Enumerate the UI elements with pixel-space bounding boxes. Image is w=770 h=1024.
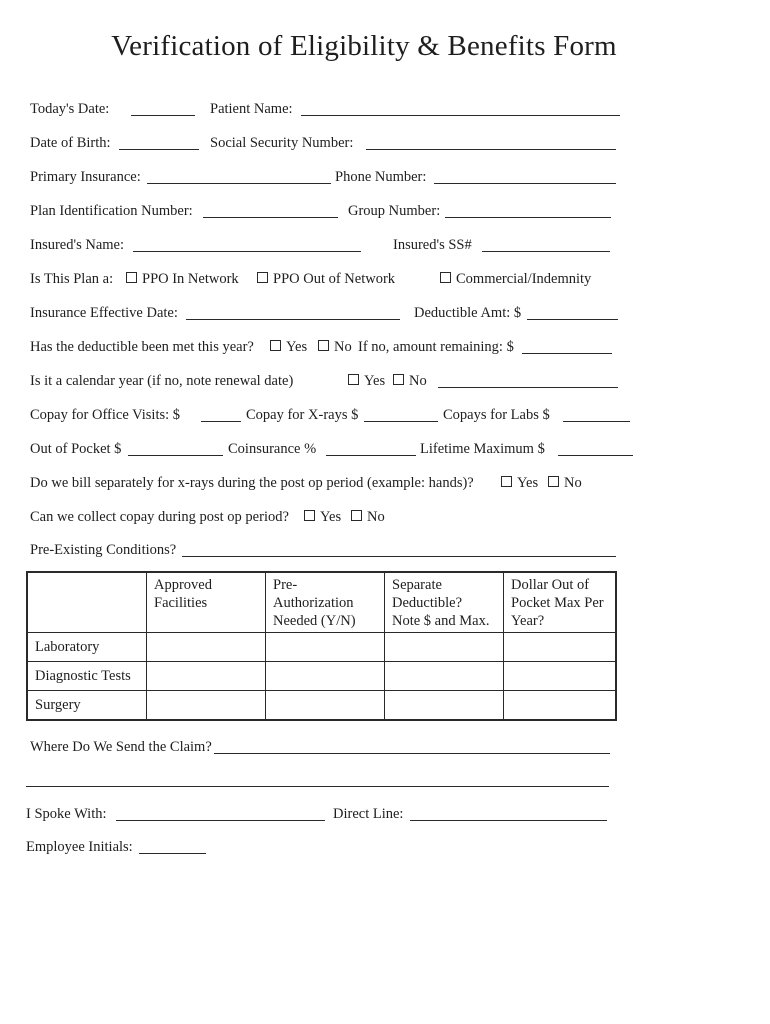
header-line: Needed (Y/N) [273,613,356,629]
yes-label: Yes [286,339,308,355]
row-out-of-pocket [0,439,770,463]
table-header-dollar-out-of-pocket [504,572,617,633]
send-claim-label: Where Do We Send the Claim? [30,739,212,755]
calendar-year-no-checkbox[interactable] [393,374,404,385]
header-line: Approved [154,577,212,593]
plan-id-label: Plan Identification Number: [30,203,193,219]
bill-xrays-yes[interactable] [501,473,538,493]
calendar-year-yes[interactable] [348,371,385,391]
copay-office-field[interactable] [201,405,241,422]
ppo-out-network-checkbox[interactable] [257,272,268,283]
send-claim-field[interactable] [214,737,610,754]
spoke-with-label: I Spoke With: [26,806,107,822]
row-plan-type [0,269,770,293]
row-label-laboratory: Laboratory [27,633,147,662]
table-row [27,662,616,691]
row-copays [0,405,770,429]
bill-xrays-yes-checkbox[interactable] [501,476,512,487]
table-cell[interactable] [266,691,385,721]
group-number-label: Group Number: [348,203,441,219]
no-label: No [564,475,582,491]
table-cell[interactable] [504,662,617,691]
row-dob-ssn [0,133,770,157]
plan-type-label: Is This Plan a: [30,271,114,287]
phone-number-field[interactable] [434,167,616,184]
copays-labs-field[interactable] [563,405,630,422]
coinsurance-field[interactable] [326,439,416,456]
table-header-separate-deductible [385,572,504,633]
effective-date-label: Insurance Effective Date: [30,305,178,321]
table-cell[interactable] [147,691,266,721]
ppo-in-network-label: PPO In Network [142,271,239,287]
header-line: Separate [392,577,442,593]
send-claim-field-line-2[interactable] [26,770,609,787]
row-insurance-phone [0,167,770,191]
phone-number-label: Phone Number: [335,169,427,185]
insured-ss-label: Insured's SS# [393,237,472,253]
row-deductible-met [0,337,770,361]
patient-name-field[interactable] [301,99,620,116]
row-employee-initials [0,837,770,861]
table-row [27,633,616,662]
amount-remaining-label: If no, amount remaining: $ [358,339,514,355]
row-label-surgery: Surgery [27,691,147,721]
row-date-patient [0,99,770,123]
header-line: Dollar Out of [511,577,590,593]
calendar-year-yes-checkbox[interactable] [348,374,359,385]
yes-label: Yes [364,373,386,389]
out-of-pocket-label: Out of Pocket $ [30,441,122,457]
collect-copay-yes[interactable] [304,507,341,527]
bill-xrays-label: Do we bill separately for x-rays during the post op period (example: hands)? [30,475,474,491]
header-line: Deductible? [392,595,463,611]
spoke-with-field[interactable] [116,804,325,821]
employee-initials-label: Employee Initials: [26,839,133,855]
table-header-row [27,572,616,633]
table-cell[interactable] [266,633,385,662]
header-line: Authorization [273,595,354,611]
benefits-table [26,571,617,721]
employee-initials-field[interactable] [139,837,206,854]
amount-remaining-field[interactable] [522,337,612,354]
renewal-date-field[interactable] [438,371,618,388]
todays-date-field[interactable] [131,99,195,116]
deductible-met-yes-checkbox[interactable] [270,340,281,351]
copay-xrays-field[interactable] [364,405,438,422]
row-collect-copay [0,507,770,531]
ppo-out-network-label: PPO Out of Network [273,271,396,287]
ppo-in-network-option[interactable] [126,269,239,289]
lifetime-max-label: Lifetime Maximum $ [420,441,545,457]
group-number-field[interactable] [445,201,611,218]
calendar-year-label: Is it a calendar year (if no, note renewal date) [30,373,294,389]
insured-ss-field[interactable] [482,235,610,252]
ppo-in-network-checkbox[interactable] [126,272,137,283]
table-cell[interactable] [385,691,504,721]
row-pre-existing [0,540,770,564]
row-bill-xrays [0,473,770,497]
header-line: Pre- [273,577,298,593]
copay-office-label: Copay for Office Visits: $ [30,407,181,423]
row-send-claim-continued [0,770,770,794]
commercial-option[interactable] [440,269,591,289]
yes-label: Yes [517,475,539,491]
collect-copay-no[interactable] [351,507,385,527]
table-cell[interactable] [504,633,617,662]
commercial-checkbox[interactable] [440,272,451,283]
deductible-met-yes[interactable] [270,337,307,357]
row-spoke-with [0,804,770,828]
table-cell[interactable] [266,662,385,691]
header-line: Facilities [154,595,208,611]
header-line: Year? [511,613,545,629]
out-of-pocket-field[interactable] [128,439,223,456]
no-label: No [334,339,352,355]
header-line: Note $ and Max. [392,613,490,629]
todays-date-label: Today's Date: [30,101,110,117]
ssn-label: Social Security Number: [210,135,354,151]
insured-name-label: Insured's Name: [30,237,125,253]
no-label: No [367,509,385,525]
table-cell[interactable] [147,662,266,691]
row-label-diagnostic-tests: Diagnostic Tests [27,662,147,691]
effective-date-field[interactable] [186,303,400,320]
collect-copay-yes-checkbox[interactable] [304,510,315,521]
table-cell[interactable] [504,691,617,721]
row-plan-group [0,201,770,225]
row-send-claim [0,737,770,761]
yes-label: Yes [320,509,342,525]
deductible-met-label: Has the deductible been met this year? [30,339,254,355]
direct-line-label: Direct Line: [333,806,404,822]
table-header-pre-authorization [266,572,385,633]
calendar-year-no[interactable] [393,371,427,391]
deductible-amt-label: Deductible Amt: $ [414,305,522,321]
row-effective-deductible [0,303,770,327]
coinsurance-label: Coinsurance % [228,441,317,457]
copays-labs-label: Copays for Labs $ [443,407,550,423]
date-of-birth-field[interactable] [119,133,199,150]
row-calendar-year [0,371,770,395]
row-insured [0,235,770,259]
table-cell[interactable] [385,633,504,662]
table-header-blank [27,572,147,633]
collect-copay-no-checkbox[interactable] [351,510,362,521]
commercial-label: Commercial/Indemnity [456,271,592,287]
primary-insurance-field[interactable] [147,167,331,184]
table-cell[interactable] [385,662,504,691]
date-of-birth-label: Date of Birth: [30,135,111,151]
table-header-approved-facilities [147,572,266,633]
copay-xrays-label: Copay for X-rays $ [246,407,359,423]
primary-insurance-label: Primary Insurance: [30,169,141,185]
plan-id-field[interactable] [203,201,338,218]
collect-copay-label: Can we collect copay during post op period? [30,509,289,525]
ssn-field[interactable] [366,133,616,150]
header-line: Pocket Max Per [511,595,604,611]
form-title: Verification of Eligibility & Benefits Form [111,30,617,62]
table-cell[interactable] [147,633,266,662]
bill-xrays-no[interactable] [548,473,582,493]
patient-name-label: Patient Name: [210,101,293,117]
lifetime-max-field[interactable] [558,439,633,456]
pre-existing-field[interactable] [182,540,616,557]
deductible-met-no[interactable] [318,337,352,357]
deductible-amt-field[interactable] [527,303,618,320]
deductible-met-no-checkbox[interactable] [318,340,329,351]
no-label: No [409,373,427,389]
bill-xrays-no-checkbox[interactable] [548,476,559,487]
pre-existing-label: Pre-Existing Conditions? [30,542,177,558]
table-row [27,691,616,721]
insured-name-field[interactable] [133,235,361,252]
direct-line-field[interactable] [410,804,607,821]
ppo-out-network-option[interactable] [257,269,395,289]
